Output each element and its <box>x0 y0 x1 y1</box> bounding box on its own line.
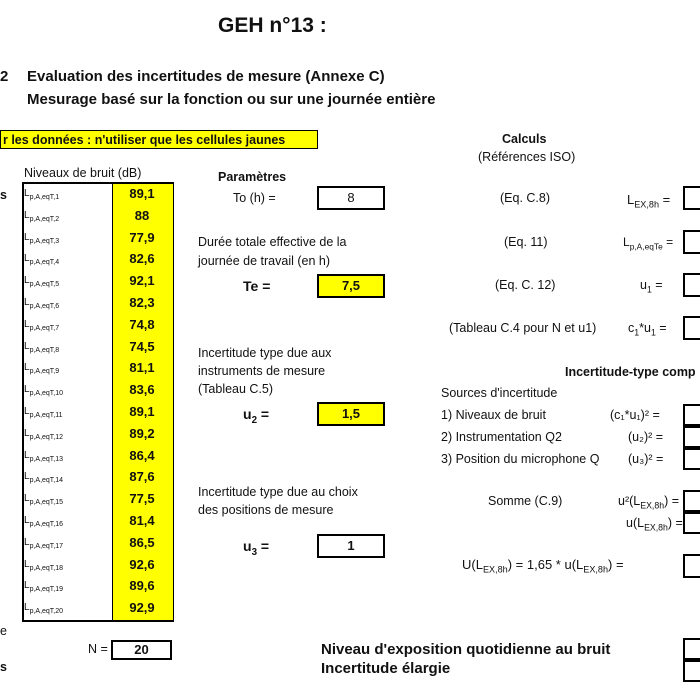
footer-uncertainty-label: Incertitude élargie <box>321 660 451 677</box>
incertitude-heading: Incertitude-type comp <box>565 365 696 379</box>
source-3-result-cell <box>683 448 700 470</box>
lpa-label: $L_{p,A,eqTe}$ = <box>623 235 674 252</box>
noise-row-label: $L_{p,A,eqT,14}$ <box>24 471 64 485</box>
u1-result-cell <box>683 273 700 297</box>
somme-label: Somme (C.9) <box>488 494 563 508</box>
noise-row-label: $L_{p,A,eqT,9}$ <box>24 362 60 376</box>
heading-evaluation: Evaluation des incertitudes de mesure (Annexe C) <box>27 68 385 85</box>
noise-row-value-cell[interactable]: 81,4 <box>129 513 155 528</box>
somme-formula-1: $u^2(L_{EX,8h})$ = <box>618 494 680 511</box>
footer-exposure-result-cell <box>683 638 700 660</box>
noise-row-label: $L_{p,A,eqT,10}$ <box>24 384 64 398</box>
te-description-1: Durée totale effective de la <box>198 235 347 249</box>
n-value-cell[interactable]: 20 <box>111 640 172 660</box>
eq-c12: (Eq. C. 12) <box>495 278 556 292</box>
noise-row-value-cell[interactable]: 86,5 <box>129 534 155 550</box>
u3-description-1: Incertitude type due au choix <box>198 485 358 499</box>
noise-row-label: $L_{p,A,eqT,5}$ <box>24 275 60 289</box>
parameters-heading: Paramètres <box>218 170 287 184</box>
noise-row-value-cell[interactable]: 86,4 <box>129 447 155 463</box>
noise-row-label: $L_{p,A,eqT,1}$ <box>24 188 60 201</box>
calculs-heading: Calculs <box>502 132 547 146</box>
noise-value-column <box>112 184 173 620</box>
source-1-formula: (c₁*u₁)² = <box>610 408 660 422</box>
noise-table-header: Niveaux de bruit (dB) <box>24 166 142 180</box>
noise-row-label: $L_{p,A,eqT,13}$ <box>24 449 64 463</box>
noise-row-label: $L_{p,A,eqT,4}$ <box>24 253 60 267</box>
u2-description-1: Incertitude type due aux <box>198 346 332 360</box>
source-3-label: 3) Position du microphone Q <box>441 452 600 466</box>
noise-row-value-cell[interactable]: 82,3 <box>129 295 155 310</box>
left-edge-char-3: s <box>0 660 7 674</box>
source-2-result-cell <box>683 426 700 448</box>
noise-row-label: $L_{p,A,eqT,18}$ <box>24 558 64 572</box>
u2-description-3: (Tableau C.5) <box>198 382 274 396</box>
noise-row-value-cell[interactable]: 81,1 <box>129 360 155 376</box>
somme-formula-2: $u(L_{EX,8h})$ = <box>626 516 683 533</box>
expanded-uncertainty-result-cell <box>683 554 700 578</box>
noise-row-value-cell[interactable]: 89,2 <box>129 425 155 441</box>
source-3-formula: (u₃)² = <box>628 452 664 466</box>
source-2-formula: (u₂)² = <box>628 430 664 444</box>
lex-result-cell <box>683 186 700 210</box>
source-1-result-cell <box>683 404 700 426</box>
somme-u-result-cell <box>683 512 700 534</box>
u3-value-cell[interactable]: 1 <box>317 534 385 558</box>
u2-label: $u_2$ = <box>243 406 270 426</box>
noise-row-value-cell[interactable]: 89,1 <box>129 404 155 419</box>
noise-row-value-cell[interactable]: 89,1 <box>129 186 155 201</box>
lex-label: $L_{EX,8h}$ = <box>627 192 671 210</box>
te-value-cell[interactable]: 7,5 <box>317 274 385 298</box>
somme-u2-result-cell <box>683 490 700 512</box>
noise-row-value-cell[interactable]: 77,9 <box>129 229 155 245</box>
notice-yellow-cells: r les données : n'utiliser que les cellules jaunes <box>0 130 318 149</box>
noise-row-label: $L_{p,A,eqT,8}$ <box>24 340 60 354</box>
noise-row-value-cell[interactable]: 92,6 <box>129 556 155 572</box>
c1u1-label: $c_1*u_1$ = <box>628 321 667 338</box>
noise-row-label: $L_{p,A,eqT,2}$ <box>24 209 60 223</box>
te-description-2: journée de travail (en h) <box>198 254 331 268</box>
to-label: To (h) = <box>233 191 276 205</box>
noise-row-value-cell[interactable]: 82,6 <box>129 251 155 267</box>
noise-row-value-cell[interactable]: 77,5 <box>129 491 155 507</box>
noise-row-value-cell[interactable]: 74,8 <box>129 316 155 332</box>
noise-row-label: $L_{p,A,eqT,15}$ <box>24 493 64 507</box>
noise-row-value-cell[interactable]: 89,6 <box>129 578 155 594</box>
left-edge-char-2: e <box>0 624 7 638</box>
u3-description-2: des positions de mesure <box>198 503 334 517</box>
source-2-label: 2) Instrumentation Q2 <box>441 430 562 444</box>
footer-uncertainty-result-cell <box>683 660 700 682</box>
noise-row-label: $L_{p,A,eqT,6}$ <box>24 297 60 310</box>
noise-row-label: $L_{p,A,eqT,20}$ <box>24 602 64 616</box>
noise-row-label: $L_{p,A,eqT,17}$ <box>24 536 64 550</box>
u3-label: $u_3$ = <box>243 538 270 558</box>
noise-row-label: $L_{p,A,eqT,11}$ <box>24 406 63 419</box>
section-number: 2 <box>0 68 9 85</box>
eq-11: (Eq. 11) <box>504 235 548 249</box>
noise-row-label: $L_{p,A,eqT,19}$ <box>24 580 64 594</box>
noise-row-label: $L_{p,A,eqT,7}$ <box>24 318 60 332</box>
to-value-cell[interactable]: 8 <box>317 186 385 210</box>
tableau-c4: (Tableau C.4 pour N et u1) <box>449 321 597 335</box>
noise-row-label: $L_{p,A,eqT,12}$ <box>24 427 64 441</box>
sources-label: Sources d'incertitude <box>441 386 558 400</box>
n-label: N = <box>88 642 108 656</box>
calculs-subheading: (Références ISO) <box>478 150 576 164</box>
left-edge-char-1: s <box>0 188 7 202</box>
noise-row-value-cell[interactable]: 92,1 <box>129 273 155 289</box>
noise-row-value-cell[interactable]: 83,6 <box>129 382 155 398</box>
u1-label: $u_1$ = <box>640 278 663 295</box>
eq-c8: (Eq. C.8) <box>500 191 551 205</box>
noise-row-value-cell[interactable]: 88 <box>134 207 150 223</box>
noise-row-value-cell[interactable]: 74,5 <box>129 338 155 354</box>
noise-row-label: $L_{p,A,eqT,3}$ <box>24 231 60 245</box>
page-title: GEH n°13 : <box>218 14 327 37</box>
noise-row-label: $L_{p,A,eqT,16}$ <box>24 515 64 528</box>
u2-description-2: instruments de mesure <box>198 364 326 378</box>
lpa-result-cell <box>683 230 700 254</box>
u2-value-cell[interactable]: 1,5 <box>317 402 385 426</box>
noise-row-value-cell[interactable]: 92,9 <box>129 600 155 616</box>
expanded-uncertainty-formula: $U(L_{EX,8h}) = 1,65 * u(L_{EX,8h})$ = <box>462 557 624 575</box>
source-1-label: 1) Niveaux de bruit <box>441 408 546 422</box>
heading-mesurage: Mesurage basé sur la fonction ou sur une journée entière <box>27 91 436 108</box>
te-label: Te = <box>243 278 271 294</box>
noise-row-value-cell[interactable]: 87,6 <box>129 469 155 485</box>
footer-exposure-label: Niveau d'exposition quotidienne au bruit <box>321 641 611 658</box>
c1u1-result-cell <box>683 316 700 340</box>
